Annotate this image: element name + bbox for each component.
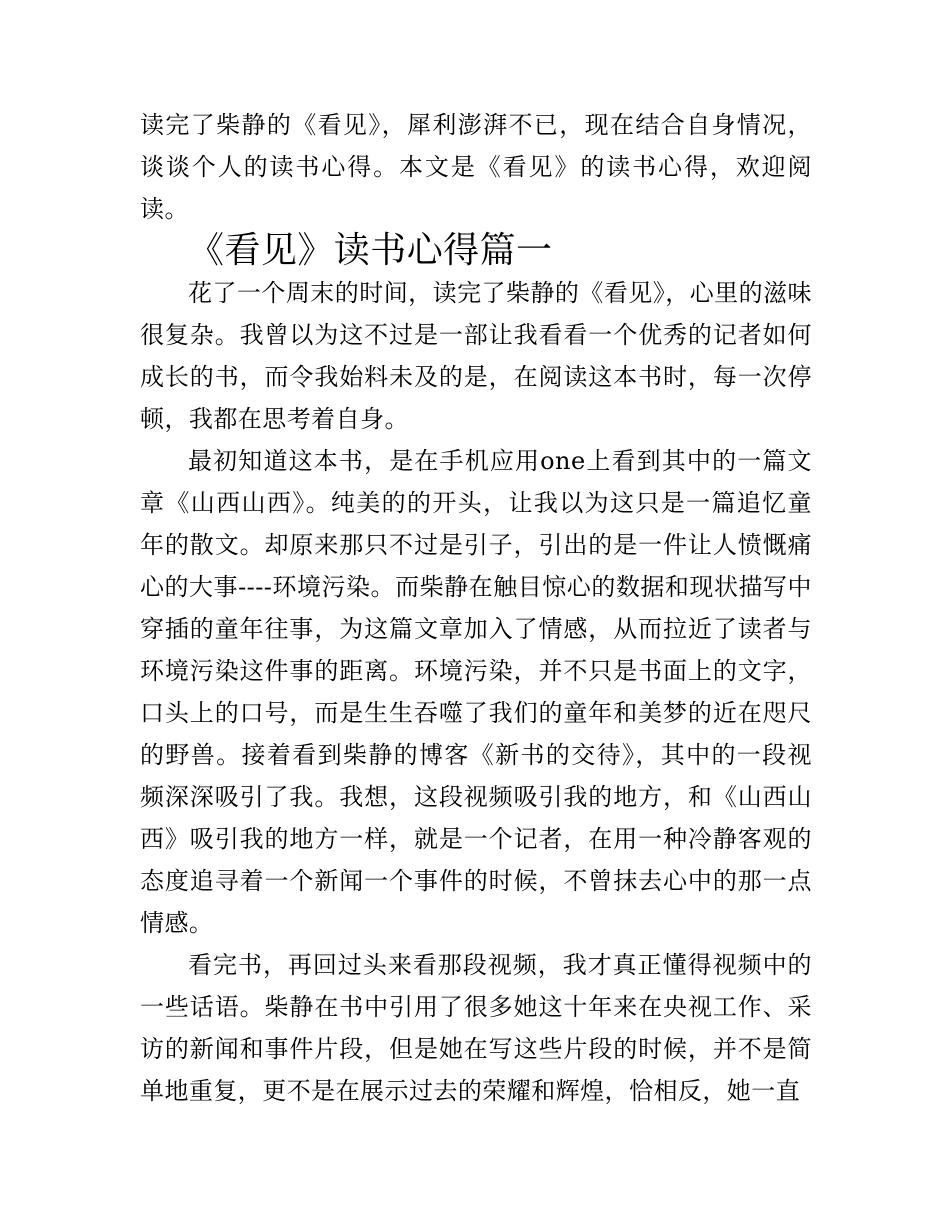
- body-paragraph-2: 最初知道这本书，是在手机应用one上看到其中的一篇文章《山西山西》。纯美的的开头，让我以为这只是一篇追忆童年的散文。却原来那只不过是引子，引出的是一件让人愤慨痛心的大事----环境污染。而柴静在触目惊心的数据和现状描写中穿插的童年往事，为这篇文章加入了情感，从而拉近了读者与环境污染这件事的距离。环境污染，并不只是书面上的文字，口头上的口号，而是生生吞噬了我们的童年和美梦的近在咫尺的野兽。接着看到柴静的博客《新书的交待》，其中的一段视频深深吸引了我。我想，这段视频吸引我的地方，和《山西山西》吸引我的地方一样，就是一个记者，在用一种冷静客观的态度追寻着一个新闻一个事件的时候，不曾抹去心中的那一点情感。: [140, 447, 812, 937]
- section-heading: 《看见》读书心得篇一: [188, 230, 553, 271]
- document-page: [140, 104, 812, 1112]
- body-paragraph-3: 看完书，再回过头来看那段视频，我才真正懂得视频中的一些话语。柴静在书中引用了很多她这十年来在央视工作、采访的新闻和事件片段，但是她在写这些片段的时候，并不是简单地重复，更不是在展示过去的荣耀和辉煌，恰相反，她一直: [140, 951, 812, 1105]
- intro-paragraph: 读完了柴静的《看见》，犀利澎湃不已，现在结合自身情况，谈谈个人的读书心得。本文是《看见》的读书心得，欢迎阅读。: [140, 111, 812, 223]
- body-paragraph-1: 花了一个周末的时间，读完了柴静的《看见》，心里的滋味很复杂。我曾以为这不过是一部让我看看一个优秀的记者如何成长的书，而令我始料未及的是，在阅读这本书时，每一次停顿，我都在思考着自身。: [140, 279, 812, 433]
